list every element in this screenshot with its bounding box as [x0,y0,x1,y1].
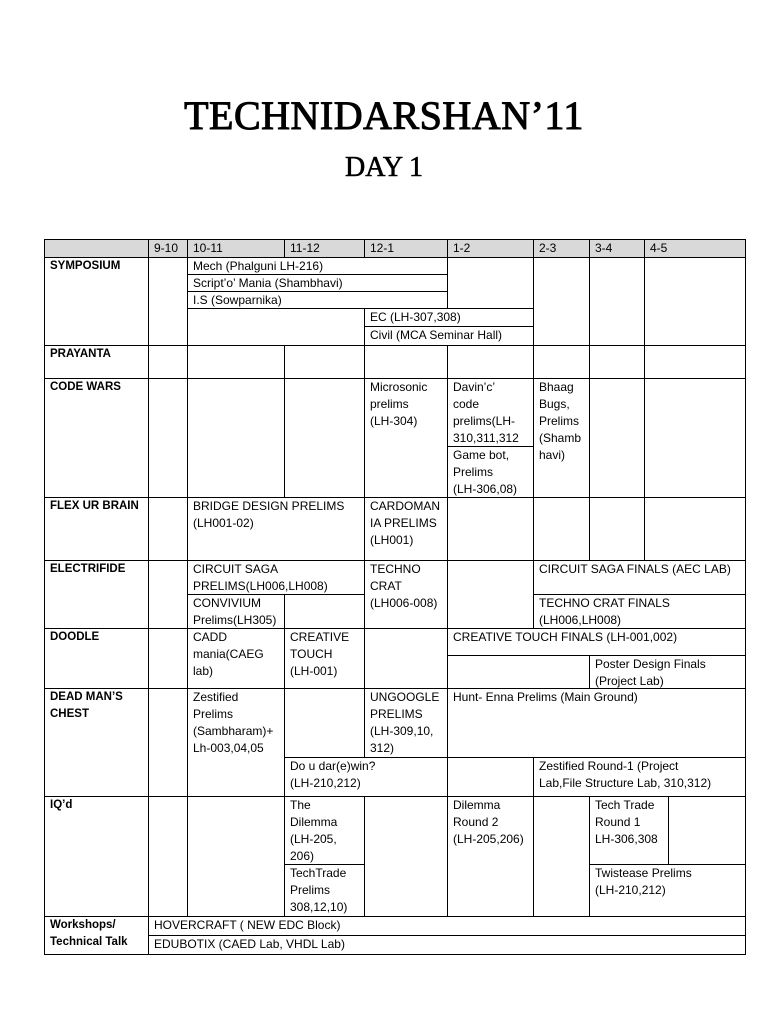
page-title: TECHNIDARSHAN’11 [184,93,584,138]
iqd-techtrade-r1-cell: Tech Trade Round 1 LH-306,308 [589,796,669,865]
event-symposium: SYMPOSIUM [44,257,149,346]
empty-cell [533,345,590,379]
electrifide-circuitsaga-prelims-cell: CIRCUIT SAGA PRELIMS(LH006,LH008) [187,560,365,595]
symposium-ec-cell: EC (LH-307,308) [364,308,534,327]
iqd-techtrade-prelims-cell: TechTrade Prelims 308,12,10) [284,864,365,917]
event-iqd: IQ’d [44,796,149,917]
event-dead-mans-chest: DEAD MAN’S CHEST [44,688,149,797]
flex-bridge-cell: BRIDGE DESIGN PRELIMS (LH001-02) [187,497,365,561]
empty-cell [148,257,188,346]
doodle-creative-finals-cell: CREATIVE TOUCH FINALS (LH-001,002) [447,628,746,656]
empty-cell [284,378,365,498]
doodle-cadd-cell: CADD mania(CAEG lab) [187,628,285,689]
workshop-hovercraft-cell: HOVERCRAFT ( NEW EDC Block) [148,916,746,936]
empty-cell [148,560,188,629]
empty-cell [644,257,746,346]
event-workshops: Workshops/ Technical Talk [44,916,149,955]
header-blank-cell [44,239,149,258]
dmc-hunt-cell: Hunt- Enna Prelims (Main Ground) [447,688,746,758]
header-slot-11-12: 11-12 [284,239,365,258]
header-slot-12-1: 12-1 [364,239,448,258]
header-slot-1-2: 1-2 [447,239,534,258]
empty-cell [447,257,534,309]
symposium-mech-cell: Mech (Phalguni LH-216) [187,257,448,275]
empty-cell [148,378,188,498]
dmc-dodarwin-cell: Do u dar(e)win? (LH-210,212) [284,757,448,797]
empty-cell [148,796,188,917]
empty-cell [447,345,534,379]
empty-cell [187,345,285,379]
doodle-creative-cell: CREATIVE TOUCH (LH-001) [284,628,365,689]
event-doodle: DOODLE [44,628,149,689]
flex-cardomania-cell: CARDOMAN IA PRELIMS (LH001) [364,497,448,561]
dmc-zestified-cell: Zestified Prelims (Sambharam)+ Lh-003,04,05 [187,688,285,797]
codewars-davinc-cell: Davin’c’ code prelims(LH- 310,311,312 [447,378,534,447]
symposium-civil-cell: Civil (MCA Seminar Hall) [364,326,534,346]
workshop-edubotix-cell: EDUBOTIX (CAED Lab, VHDL Lab) [148,935,746,955]
event-prayanta: PRAYANTA [44,345,149,379]
dmc-ungoogle-cell: UNGOOGLE PRELIMS (LH-309,10, 312) [364,688,448,758]
empty-cell [644,497,746,561]
empty-cell [447,655,590,689]
symposium-script-cell: Script’o’ Mania (Shambhavi) [187,274,448,292]
empty-cell [284,345,365,379]
empty-cell [447,497,534,561]
empty-cell [187,308,365,346]
empty-cell [148,688,188,797]
empty-cell [533,257,590,346]
empty-cell [668,796,746,865]
empty-cell [447,757,534,797]
codewars-bhaag-cell: Bhaag Bugs, Prelims (Shamb havi) [533,378,590,498]
electrifide-technocrat-cell: TECHNO CRAT (LH006-008) [364,560,448,629]
empty-cell [589,497,645,561]
electrifide-circuitsaga-finals-cell: CIRCUIT SAGA FINALS (AEC LAB) [533,560,746,595]
empty-cell [284,594,365,629]
empty-cell [364,796,448,917]
header-slot-10-11: 10-11 [187,239,285,258]
empty-cell [644,345,746,379]
empty-cell [148,497,188,561]
electrifide-convivium-cell: CONVIVIUM Prelims(LH305) [187,594,285,629]
empty-cell [589,257,645,346]
iqd-dilemma-cell: The Dilemma (LH-205, 206) [284,796,365,865]
electrifide-technocrat-finals-cell: TECHNO CRAT FINALS (LH006,LH008) [533,594,746,629]
event-code-wars: CODE WARS [44,378,149,498]
dmc-zestified-r1-cell: Zestified Round-1 (Project Lab,File Structure Lab, 310,312) [533,757,746,797]
empty-cell [148,345,188,379]
iqd-dilemma-r2-cell: Dilemma Round 2 (LH-205,206) [447,796,534,917]
empty-cell [187,378,285,498]
empty-cell [533,796,590,917]
doodle-poster-cell: Poster Design Finals (Project Lab) [589,655,746,689]
header-slot-9-10: 9-10 [148,239,188,258]
iqd-twistease-cell: Twistease Prelims (LH-210,212) [589,864,746,917]
header-slot-3-4: 3-4 [589,239,645,258]
event-flex-ur-brain: FLEX UR BRAIN [44,497,149,561]
empty-cell [447,560,534,629]
empty-cell [187,796,285,917]
empty-cell [148,628,188,689]
codewars-microsonic-cell: Microsonic prelims (LH-304) [364,378,448,498]
empty-cell [364,345,448,379]
event-electrifide: ELECTRIFIDE [44,560,149,629]
empty-cell [589,345,645,379]
header-slot-4-5: 4-5 [644,239,746,258]
symposium-is-cell: I.S (Sowparnika) [187,291,448,309]
header-slot-2-3: 2-3 [533,239,590,258]
codewars-gamebot-cell: Game bot, Prelims (LH-306,08) [447,446,534,498]
empty-cell [533,497,590,561]
empty-cell [364,628,448,689]
empty-cell [284,688,365,758]
empty-cell [589,378,645,498]
empty-cell [644,378,746,498]
page-subtitle: DAY 1 [344,152,424,183]
